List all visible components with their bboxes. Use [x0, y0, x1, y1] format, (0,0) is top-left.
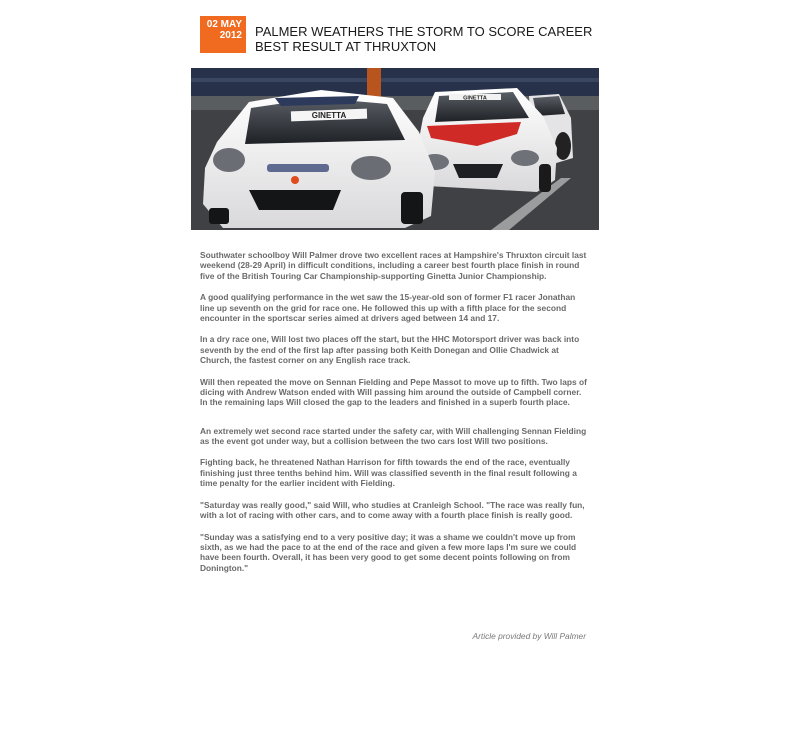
front-car-brand: GINETTA	[311, 111, 347, 120]
article-paragraph: Fighting back, he threatened Nathan Harrison for fifth towards the end of the race, eventually finishing just three tenths behind him. Will was classified seventh in the final result following a time penalty for the earlier incident with Fielding.	[200, 457, 577, 489]
middle-car-brand: GINETTA	[463, 95, 487, 102]
date-badge	[200, 16, 246, 53]
article-paragraph: Southwater schoolboy Will Palmer drove two excellent races at Hampshire's Thruxton circuit last weekend (28-29 April) in difficult conditions, including a career best fourth place finish in round five of the British Touring Car Championship-supporting Ginetta Junior Championship.	[200, 250, 587, 281]
race-cars-photo	[191, 68, 599, 230]
article-paragraph: An extremely wet second race started under the safety car, with Will challenging Sennan Fielding as the event got under way, but a collision between the two cars lost Will two positions.	[200, 425, 587, 447]
article-paragraph: A good qualifying performance in the wet saw the 15-year-old son of former F1 racer Jonathan line up seventh on the grid for race one. He followed this up with a fifth place for the second encounter in the sportscar series aimed at drivers aged between 14 and 17.	[200, 292, 576, 324]
article-credit: Article provided by Will Palmer	[472, 631, 586, 641]
race-cars-illustration	[191, 68, 599, 230]
article-paragraph: "Sunday was a satisfying end to a very positive day; it was a shame we couldn't move up from sixth, as we had the pace to at the end of the race and given a few more laps I'm sure we could have been fourth. Overall, it has been very good to get some decent points following on from Donington."	[200, 531, 577, 573]
article-headline: PALMER WEATHERS THE STORM TO SCORE CAREER BEST RESULT AT THRUXTON	[255, 24, 593, 54]
article-paragraph: In a dry race one, Will lost two places off the start, but the HHC Motorsport driver was back into seventh by the end of the first lap after passing both Keith Donegan and Ollie Chadwick at Church, the fastest corner on any English race track.	[200, 334, 580, 366]
article-paragraph: Will then repeated the move on Sennan Fielding and Pepe Massot to move up to fifth. Two laps of dicing with Andrew Watson ended with Will passing him around the outside of Campbell corner. In the remaining laps Will closed the gap to the leaders and finished in a superb fourth place.	[200, 376, 587, 408]
date-year: 2012	[219, 30, 242, 41]
article-body	[200, 250, 590, 584]
article-paragraph: "Saturday was really good," said Will, who studies at Cranleigh School. "The race was really fun, with a lot of racing with other cars, and to come away with a fourth place finish is really good.	[200, 499, 585, 521]
date-day-month: 02 MAY	[206, 19, 242, 30]
